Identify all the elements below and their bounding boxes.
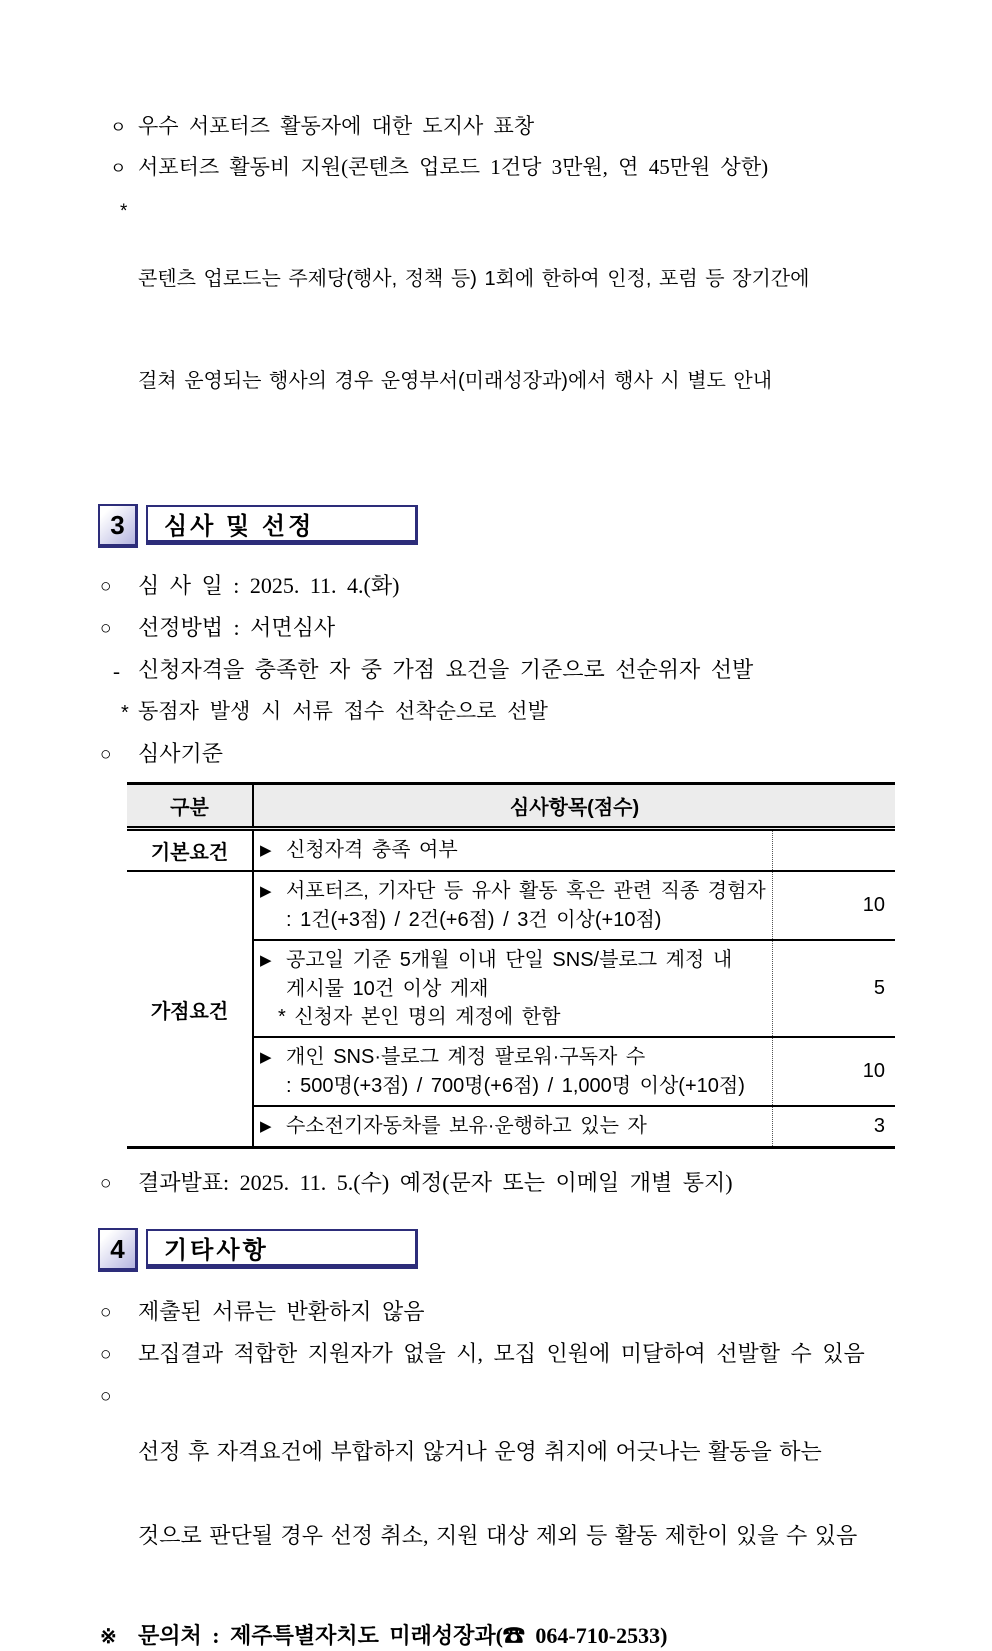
- score-cell: 3: [772, 1106, 895, 1148]
- triangle-marker-icon: ▶: [260, 842, 272, 859]
- circle-bullet-icon: ○: [100, 744, 112, 765]
- footnote-line: 콘텐츠 업로드는 주제당(행사, 정책 등) 1회에 한하여 인정, 포럼 등 장기간에: [138, 268, 810, 290]
- item-text-continued: : 1건(+3점) / 2건(+6점) / 3건 이상(+10점): [286, 909, 662, 931]
- list-item: [100, 1169, 896, 1198]
- circle-bullet-icon: ○: [100, 576, 112, 597]
- category-cell: 가점요건: [127, 871, 253, 1148]
- list-item-line: 선정 후 자격요건에 부합하지 않거나 운영 취지에 어긋나는 활동을 하는: [138, 1439, 822, 1464]
- section-title: 심사 및 선정: [164, 513, 315, 540]
- item-text: 수소전기자동차를 보유·운행하고 있는 자: [286, 1115, 647, 1137]
- list-item: [100, 614, 896, 643]
- triangle-marker-icon: ▶: [260, 883, 272, 900]
- score-cell: [772, 829, 895, 872]
- circle-bullet-icon: ○: [100, 618, 112, 639]
- intro-section: [100, 112, 896, 466]
- score-cell: 10: [772, 871, 895, 940]
- list-item: [100, 1382, 896, 1606]
- contact-text: 문의처 : 제주특별자치도 미래성장과(☎ 064-710-2533): [138, 1623, 668, 1648]
- reference-mark-icon: ※: [100, 1626, 117, 1648]
- circle-bullet-icon: ○: [100, 1344, 112, 1365]
- list-item: [100, 112, 896, 142]
- contact-line: [100, 1622, 896, 1651]
- section-3-list: [100, 572, 896, 769]
- asterisk-bullet-icon: *: [121, 702, 129, 724]
- score-cell: 5: [772, 940, 895, 1037]
- circle-bullet-icon: ○: [100, 1302, 112, 1323]
- item-cell: [253, 1106, 772, 1148]
- triangle-marker-icon: ▶: [260, 952, 272, 969]
- list-item-text: 결과발표: 2025. 11. 5.(수) 예정(문자 또는 이메일 개별 통지): [138, 1170, 733, 1195]
- list-item-text: 모집결과 적합한 지원자가 없을 시, 모집 인원에 미달하여 선발할 수 있음: [138, 1341, 865, 1366]
- score-cell: 10: [772, 1037, 895, 1106]
- list-item-text: [138, 1382, 896, 1606]
- item-text: 개인 SNS·블로그 계정 팔로워·구독자 수: [286, 1046, 646, 1068]
- category-cell: 기본요건: [127, 829, 253, 872]
- list-item: [100, 572, 896, 601]
- result-announcement: [100, 1169, 896, 1198]
- asterisk-bullet-icon: *: [120, 201, 128, 222]
- circle-bullet-icon: ○: [100, 1173, 112, 1194]
- footnote-text: [138, 194, 896, 466]
- item-cell: [253, 1037, 772, 1106]
- list-item: [100, 1298, 896, 1327]
- item-cell: [253, 940, 772, 1037]
- section-3-header: [98, 504, 896, 548]
- footnote-text: 동점자 발생 시 서류 접수 선착순으로 선발: [138, 700, 548, 723]
- list-item-text: 제출된 서류는 반환하지 않음: [138, 1299, 425, 1324]
- list-item: [100, 1340, 896, 1369]
- item-cell: [253, 871, 772, 940]
- section-number: 4: [110, 1233, 125, 1264]
- triangle-marker-icon: ▶: [260, 1118, 272, 1135]
- section-title-box: [146, 505, 418, 545]
- circle-bullet-icon: ㅇ: [110, 118, 127, 137]
- section-4-list: [100, 1298, 896, 1606]
- section-title-box: [146, 1229, 418, 1269]
- column-header-items: 심사항목(점수): [253, 784, 895, 829]
- circle-bullet-icon: ㅇ: [110, 159, 127, 178]
- item-text: 신청자격 충족 여부: [286, 839, 458, 861]
- list-item: [100, 740, 896, 769]
- column-header-category: 구분: [127, 784, 253, 829]
- item-cell: [253, 829, 772, 872]
- section-4: [100, 1228, 896, 1651]
- table-row: [127, 829, 895, 872]
- list-item-line: 것으로 판단될 경우 선정 취소, 지원 대상 제외 등 활동 제한이 있을 수 있음: [138, 1523, 858, 1548]
- section-number-badge: [98, 1228, 138, 1272]
- item-text-continued: 게시물 10건 이상 게재: [286, 978, 489, 1000]
- contact-info: [100, 1622, 896, 1651]
- footnote-item: [100, 194, 896, 466]
- list-item-text: 서포터즈 활동비 지원(콘텐츠 업로드 1건당 3만원, 연 45만원 상한): [138, 155, 769, 179]
- table-header-row: [127, 784, 895, 829]
- list-item-text: 신청자격을 충족한 자 중 가점 요건을 기준으로 선순위자 선발: [138, 657, 754, 682]
- list-item: [100, 656, 896, 685]
- item-text-continued: : 500명(+3점) / 700명(+6점) / 1,000명 이상(+10점): [286, 1075, 745, 1097]
- section-4-header: [98, 1228, 896, 1272]
- item-text: 서포터즈, 기자단 등 유사 활동 혹은 관련 직종 경험자: [286, 880, 766, 902]
- table-row: [127, 871, 895, 940]
- dash-bullet-icon: -: [113, 659, 120, 683]
- item-footnote: * 신청자 본인 명의 계정에 한함: [278, 1006, 561, 1028]
- section-title: 기타사항: [164, 1237, 269, 1264]
- list-item-text: 심사기준: [138, 741, 224, 766]
- section-number-badge: [98, 504, 138, 548]
- triangle-marker-icon: ▶: [260, 1049, 272, 1066]
- list-item: [100, 153, 896, 183]
- list-item-text: 선정방법 : 서면심사: [138, 615, 336, 640]
- list-item-text: 우수 서포터즈 활동자에 대한 도지사 표창: [138, 114, 535, 138]
- footnote-item: [100, 698, 896, 727]
- circle-bullet-icon: ○: [100, 1386, 112, 1407]
- item-text: 공고일 기준 5개월 이내 단일 SNS/블로그 계정 내: [286, 949, 733, 971]
- section-number: 3: [110, 509, 125, 540]
- criteria-table: [127, 782, 895, 1149]
- footnote-line: 걸쳐 운영되는 행사의 경우 운영부서(미래성장과)에서 행사 시 별도 안내: [138, 370, 773, 392]
- list-item-text: 심 사 일 : 2025. 11. 4.(화): [138, 573, 400, 598]
